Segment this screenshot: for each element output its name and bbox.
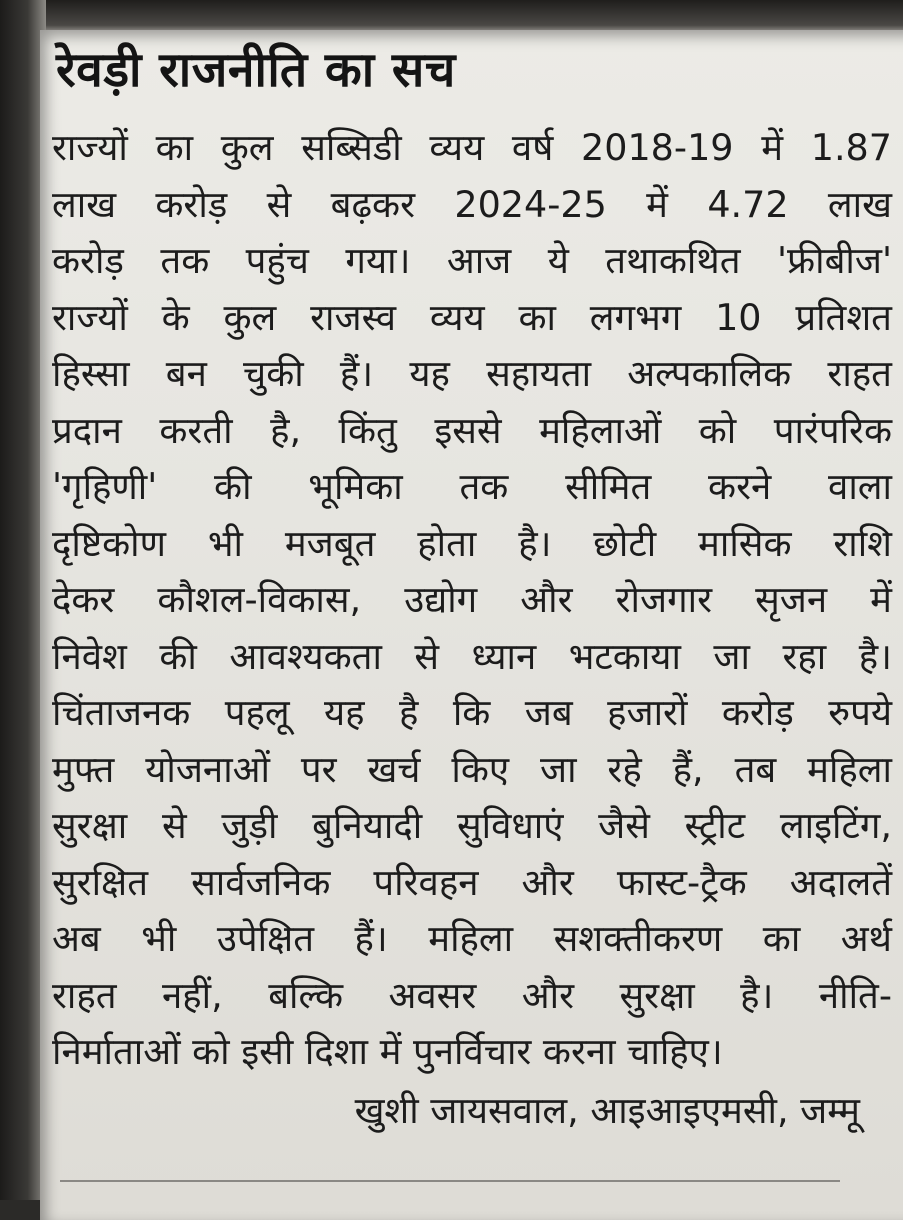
article-line: 'गृहिणी' की भूमिका तक सीमित करने वाला	[52, 465, 892, 508]
article-line: देकर कौशल-विकास, उद्योग और रोजगार सृजन में	[52, 578, 892, 621]
article-line: निवेश की आवश्यकता से ध्यान भटकाया जा रहा है।	[52, 634, 892, 678]
article-line: प्रदान करती है, किंतु इससे महिलाओं को पारंपरिक	[52, 408, 892, 452]
article-line: सुरक्षा से जुड़ी बुनियादी सुविधाएं जैसे स्ट्रीट लाइटिंग,	[52, 804, 892, 847]
article-line: चिंताजनक पहलू यह है कि जब हजारों करोड़ रुपये	[52, 691, 892, 734]
newspaper-article	[52, 40, 892, 1139]
article-line: हिस्सा बन चुकी हैं। यह सहायता अल्पकालिक राहत	[52, 352, 892, 395]
article-line: करोड़ तक पहुंच गया। आज ये तथाकथित 'फ्रीबीज'	[52, 239, 892, 282]
article-line: लाख करोड़ से बढ़कर 2024-25 में 4.72 लाख	[52, 182, 892, 226]
article-line: सुरक्षित सार्वजनिक परिवहन और फास्ट-ट्रैक अदालतें	[52, 860, 892, 904]
article-line: राहत नहीं, बल्कि अवसर और सुरक्षा है। नीति-	[52, 973, 892, 1017]
article-line: मुफ्त योजनाओं पर खर्च किए जा रहे हैं, तब महिला	[52, 747, 892, 791]
article-line: निर्माताओं को इसी दिशा में पुनर्विचार करना चाहिए।	[52, 1030, 723, 1073]
article-headline: रेवड़ी राजनीति का सच	[56, 42, 456, 98]
column-rule	[60, 1180, 840, 1182]
article-line: राज्यों के कुल राजस्व व्यय का लगभग 10 प्रतिशत	[52, 295, 892, 339]
article-signature: खुशी जायसवाल, आइआइएमसी, जम्मू	[354, 1088, 860, 1132]
article-line: अब भी उपेक्षित हैं। महिला सशक्तीकरण का अर्थ	[52, 917, 892, 960]
article-line: राज्यों का कुल सब्सिडी व्यय वर्ष 2018-19 में 1.87	[52, 126, 892, 169]
article-body	[52, 120, 892, 1081]
article-line: दृष्टिकोण भी मजबूत होता है। छोटी मासिक राशि	[52, 521, 892, 565]
